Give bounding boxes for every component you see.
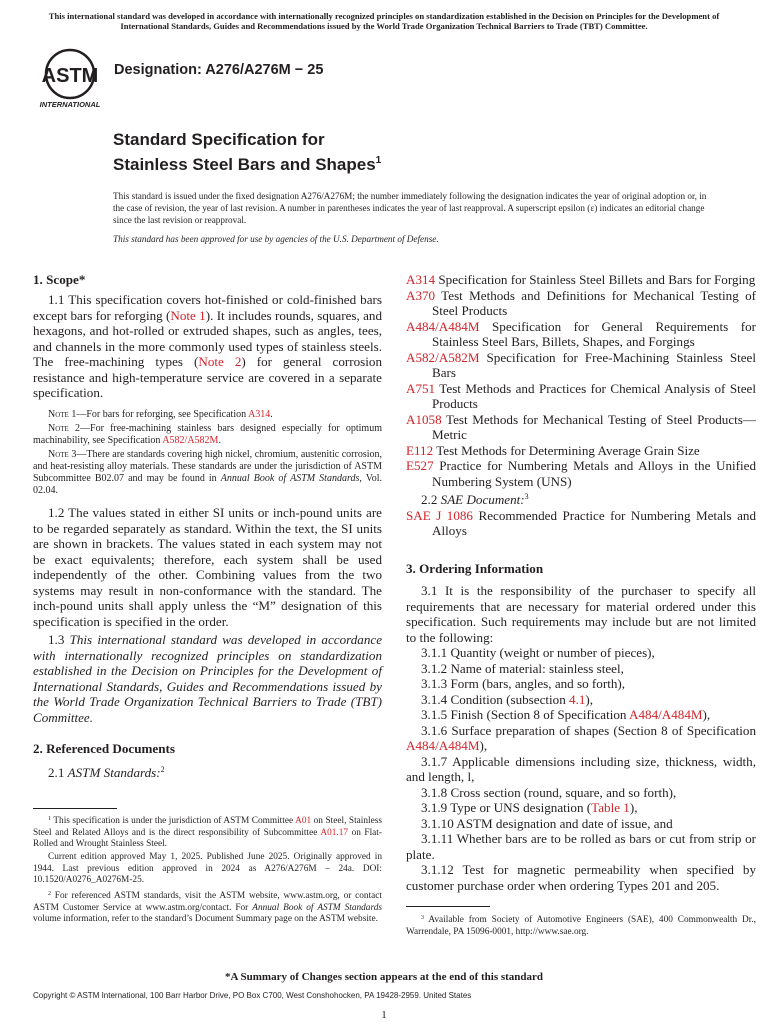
list-item: 3.1.8 Cross section (round, square, and so forth), — [421, 784, 677, 800]
section-1-heading: 1. Scope* — [33, 272, 86, 287]
paragraph-1-2: 1.2 The values stated in either SI units or inch-pound units are to be regarded separately as standard. Within the text, the SI units are shown in brackets. The values stated in each system may not be exact equivalents; therefore, each system shall be used independently of the other. Combining values from the two systems may result in non-conformance with the standard. The inch-pound units shall apply unless the “M” designation of this specification is specified in the order. — [33, 505, 382, 629]
reference-item: E112 Test Methods for Determining Average Grain Size — [406, 442, 700, 458]
reference-code-link[interactable]: A370 — [406, 287, 436, 303]
reference-item: E527 Practice for Numbering Metals and Alloys in the Unified Numbering System (UNS) — [406, 458, 756, 489]
reference-code-link[interactable]: A484/A484M — [406, 318, 480, 334]
sae-j1086-link[interactable]: SAE J 1086 — [406, 507, 473, 523]
footnote-divider — [33, 808, 117, 809]
note-1-link[interactable]: Note 1 — [170, 307, 206, 323]
footnote-2: $^2$ For referenced ASTM standards, visit the ASTM website, www.astm.org, or contact ASTM Customer Service at www.astm.org/contact. For Annual Book of ASTM Standards volume information, refer to the standard’s Document Summary page on the ASTM website. — [33, 891, 382, 924]
paragraph-2-1: 2.1 ASTM Standards:$^2$ — [48, 765, 165, 780]
reference-item: A1058 Test Methods for Mechanical Testing of Steel Products—Metric — [406, 411, 756, 442]
tbt-notice: This international standard was developed in accordance with internationally recognized principles on standardization established in the Decision on Principles for the Development of International Standards, Guides and Recommendations issued by the World Trade Organization Technical Barriers to Trade (TBT) Committee. — [48, 11, 720, 32]
reference-item: A370 Test Methods and Definitions for Mechanical Testing of Steel Products — [406, 287, 756, 318]
copyright: Copyright © ASTM International, 100 Barr Harbor Drive, PO Box C700, West Conshohocken, PA 19428-2959. United States — [33, 991, 472, 1000]
list-item: 3.1.3 Form (bars, angles, and so forth), — [421, 676, 626, 691]
reference-list — [406, 272, 756, 539]
footnote-3: $^3$ Available from Society of Automotive Engineers (SAE), 400 Commonwealth Dr., Warrendale, PA 15096-0001, http://www.sae.org. — [406, 915, 756, 937]
a0117-link[interactable]: A01.17 — [320, 827, 349, 838]
list-item: 3.1.5 Finish (Section 8 of Specification A484/A484M), — [421, 707, 711, 722]
section-2-heading: 2. Referenced Documents — [33, 741, 175, 756]
astm-logo — [34, 48, 106, 110]
list-item: 3.1.12 Test for magnetic permeability when specified by customer purchase order when ordering Types 201 and 205. — [406, 862, 756, 893]
reference-item: A314 Specification for Stainless Steel Billets and Bars for Forging — [406, 272, 756, 287]
list-item: 3.1.6 Surface preparation of shapes (Section 8 of Specification A484/A484M), — [406, 722, 756, 753]
ordering-list — [406, 583, 756, 893]
reference-item: A582/A582M Specification for Free-Machining Stainless Steel Bars — [406, 349, 756, 380]
sae-reference-item: SAE J 1086 Recommended Practice for Numbering Metals and Alloys — [406, 507, 756, 538]
reference-item: A751 Test Methods and Practices for Chemical Analysis of Steel Products — [406, 380, 756, 411]
reference-code-link[interactable]: E112 — [406, 442, 434, 458]
reference-code-link[interactable]: A582/A582M — [406, 349, 480, 365]
reference-code-link[interactable]: A314 — [406, 272, 436, 287]
a582-link[interactable]: A582/A582M — [162, 435, 219, 446]
title-footnote-ref[interactable]: 1 — [375, 155, 382, 166]
section-3-heading: 3. Ordering Information — [406, 561, 544, 576]
summary-of-changes-notice: *A Summary of Changes section appears at the end of this standard — [224, 971, 544, 983]
note-3: Note 3—There are standards covering high nickel, chromium, austenitic corrosion, and heat-resisting alloy materials. These standards are under the jurisdiction of ASTM Subcommittee B02.07 and may be found in Annual Book of ASTM Standards, Vol. 02.04. — [33, 449, 382, 496]
a314-link[interactable]: A314 — [248, 409, 271, 420]
note-2-link[interactable]: Note 2 — [198, 354, 242, 369]
list-item: 3.1.7 Applicable dimensions including size, thickness, width, and length, l, — [406, 753, 756, 784]
list-item: 3.1.10 ASTM designation and date of issue, and — [421, 815, 673, 831]
reference-code-link[interactable]: E527 — [406, 458, 434, 473]
list-item: 3.1.2 Name of material: stainless steel, — [421, 660, 624, 676]
subsection-4-1-link[interactable]: 4.1 — [569, 691, 586, 707]
note-1: Note 1—For bars for reforging, see Specification A314. — [48, 409, 273, 420]
paragraph-2-2: 2.2 SAE Document:$^3$ — [421, 492, 529, 507]
list-item: 3.1.4 Condition (subsection 4.1), — [421, 691, 594, 707]
a484-link[interactable]: A484/A484M — [406, 738, 480, 753]
logo-subtext: INTERNATIONAL — [39, 100, 101, 109]
paragraph-3-1: 3.1 It is the responsibility of the purchaser to specify all requirements that are necessary for material ordered under this specification. Such requirements may include but are not limited to the following: — [406, 583, 756, 645]
reference-item: A484/A484M Specification for General Requirements for Stainless Steel Bars, Billets, Shapes, and Forgings — [406, 318, 756, 349]
boilerplate-text: This standard is issued under the fixed designation A276/A276M; the number immediately following the designation indicates the year of original adoption or, in the case of revision, the year of last revision. A number in parentheses indicates the year of last reapproval. A superscript epsilon (ε) indicates an editorial change since the last revision or reapproval. — [113, 191, 707, 225]
reference-code-link[interactable]: A1058 — [406, 411, 442, 427]
reference-code-link[interactable]: A751 — [406, 380, 436, 396]
a484-link[interactable]: A484/A484M — [629, 707, 703, 722]
dod-approval: This standard has been approved for use by agencies of the U.S. Department of Defense. — [113, 234, 439, 244]
title-line-1: Standard Specification for — [113, 130, 325, 149]
footnote-divider — [406, 906, 490, 907]
paragraph-1-3: 1.3 This international standard was developed in accordance with internationally recognized principles on standardization established in the Decision on Principles for the Development of International Standards, Guides and Recommendations issued by the World Trade Organization Technical Barriers to Trade (TBT) Committee. — [33, 632, 383, 725]
logo-text: ASTM — [41, 65, 99, 87]
list-item: 3.1.11 Whether bars are to be rolled as bars or cut from strip or plate. — [406, 831, 756, 862]
page-title — [113, 129, 381, 175]
page-number: 1 — [381, 1009, 387, 1021]
list-item: 3.1.1 Quantity (weight or number of pieces), — [421, 645, 655, 660]
footnote-1-edition: Current edition approved May 1, 2025. Published June 2025. Originally approved in 1944. Last previous edition approved in 2024 as A276/A276M – 24a. DOI: 10.1520/A0276_A0276M-25. — [33, 852, 382, 885]
title-line-2: Stainless Steel Bars and Shapes$^1$ — [113, 155, 382, 174]
footnote-1: $^1$ This specification is under the jurisdiction of ASTM Committee A01 on Steel, Stainless Steel and Related Alloys and is the direct responsibility of Subcommittee A01.17 on Flat-Rolled and Wrought Stainless Steel. — [33, 816, 382, 849]
a01-link[interactable]: A01 — [295, 816, 312, 826]
list-item: 3.1.9 Type or UNS designation (Table 1), — [421, 800, 638, 815]
paragraph-1-1: 1.1 This specification covers hot-finished or cold-finished bars except bars for reforging (Note 1). It includes rounds, squares, and hexagons, and hot-rolled or extruded shapes, such as angles, tees, and channels in the more commonly used types of stainless steels. The free-machining types (Note 2) for general corrosion resistance and high-temperature service are covered in a separate specification. — [33, 292, 382, 400]
note-2: Note 2—For free-machining stainless bars designed especially for optimum machinability, see Specification A582/A582M. — [33, 423, 382, 446]
table-1-link[interactable]: Table 1 — [591, 800, 630, 815]
designation: Designation: A276/A276M − 25 — [114, 62, 324, 78]
